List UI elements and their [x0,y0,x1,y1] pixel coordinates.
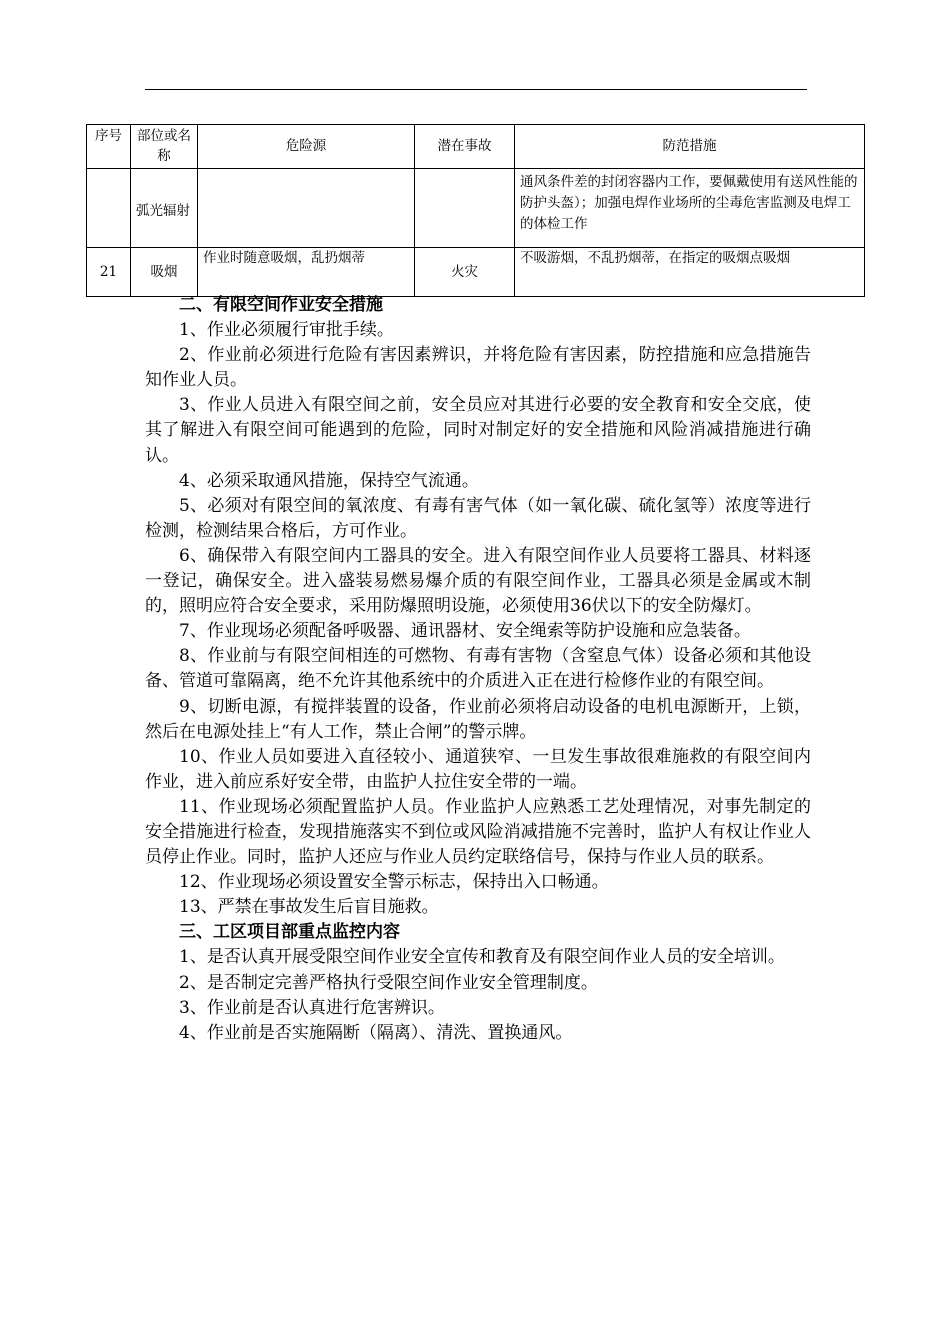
section3-item: 2、是否制定完善严格执行受限空间作业安全管理制度。 [179,972,598,993]
section2-title: 二、有限空间作业安全措施 [179,295,383,315]
cell-part: 弧光辐射 [131,169,198,248]
cell-index [87,169,131,248]
table-row [87,169,865,248]
section2-item: 11、作业现场必须配置监护人员。作业监护人应熟悉工艺处理情况，对事先制定的安全措施进行检查，发现措施落实不到位或风险消减措施不完善时，监护人有权让作业人员停止作业。同时，监护人还应与作业人员约定联络信号，保持与作业人员的联系。 [145,796,811,868]
risk-table [86,124,865,297]
section2-item: 7、作业现场必须配备呼吸器、通讯器材、安全绳索等防护设施和应急装备。 [179,621,751,642]
section2-item: 2、作业前必须进行危险有害因素辨识，并将危险有害因素，防控措施和应急措施告知作业人员。 [145,345,811,391]
section3-item: 1、是否认真开展受限空间作业安全宣传和教育及有限空间作业人员的安全培训。 [179,947,785,968]
cell-index: 21 [87,248,131,297]
section3-item: 4、作业前是否实施隔断（隔离）、清洗、置换通风。 [179,1022,573,1043]
cell-accident [415,169,515,248]
header-cell-measures: 防范措施 [515,125,865,169]
section2-item: 5、必须对有限空间的氧浓度、有毒有害气体（如一氧化碳、硫化氢等）浓度等进行检测，检测结果合格后，方可作业。 [145,495,811,541]
table-header-row [87,125,865,169]
section2-item: 9、切断电源，有搅拌装置的设备，作业前必须将启动设备的电机电源断开，上锁，然后在电源处挂上“有人工作，禁止合闸”的警示牌。 [145,696,811,742]
cell-hazard: 作业时随意吸烟，乱扔烟蒂 [198,248,415,297]
section3-item: 3、作业前是否认真进行危害辨识。 [179,997,445,1018]
section2-item: 12、作业现场必须设置安全警示标志，保持出入口畅通。 [179,872,609,893]
header-rule [145,89,807,90]
section2-item: 10、作业人员如要进入直径较小、通道狭窄、一旦发生事故很难施救的有限空间内作业，进入前应系好安全带，由监护人拉住安全带的一端。 [145,746,811,792]
cell-measures: 不吸游烟，不乱扔烟蒂，在指定的吸烟点吸烟 [515,248,865,297]
section2-item: 3、作业人员进入有限空间之前，安全员应对其进行必要的安全教育和安全交底，使其了解进入有限空间可能遇到的危险，同时对制定好的安全措施和风险消减措施进行确认。 [145,395,811,466]
section3-title: 三、工区项目部重点监控内容 [179,922,400,943]
section2-item: 6、确保带入有限空间内工器具的安全。进入有限空间作业人员要将工器具、材料逐一登记，确保安全。进入盛装易燃易爆介质的有限空间作业，工器具必须是金属或木制的，照明应符合安全要求，采用防爆照明设施，必须使用36伏以下的安全防爆灯。 [145,545,811,617]
section2-item: 4、必须采取通风措施，保持空气流通。 [179,470,479,491]
table-row [87,248,865,297]
cell-accident: 火灾 [415,248,515,297]
cell-measures: 通风条件差的封闭容器内工作，要佩戴使用有送风性能的防护头盔）；加强电焊作业场所的尘毒危害监测及电焊工的体检工作 [515,169,865,248]
cell-part: 吸烟 [131,248,198,297]
document-body [145,293,811,1046]
cell-hazard [198,169,415,248]
header-cell-part: 部位或名称 [131,125,198,169]
section2-item: 1、作业必须履行审批手续。 [179,320,394,341]
section2-item: 8、作业前与有限空间相连的可燃物、有毒有害物（含窒息气体）设备必须和其他设备、管道可靠隔离，绝不允许其他系统中的介质进入正在进行检修作业的有限空间。 [145,646,811,692]
header-cell-accident: 潜在事故 [415,125,515,169]
header-cell-hazard: 危险源 [198,125,415,169]
section2-item: 13、严禁在事故发生后盲目施救。 [179,897,439,918]
header-cell-index: 序号 [87,125,131,169]
